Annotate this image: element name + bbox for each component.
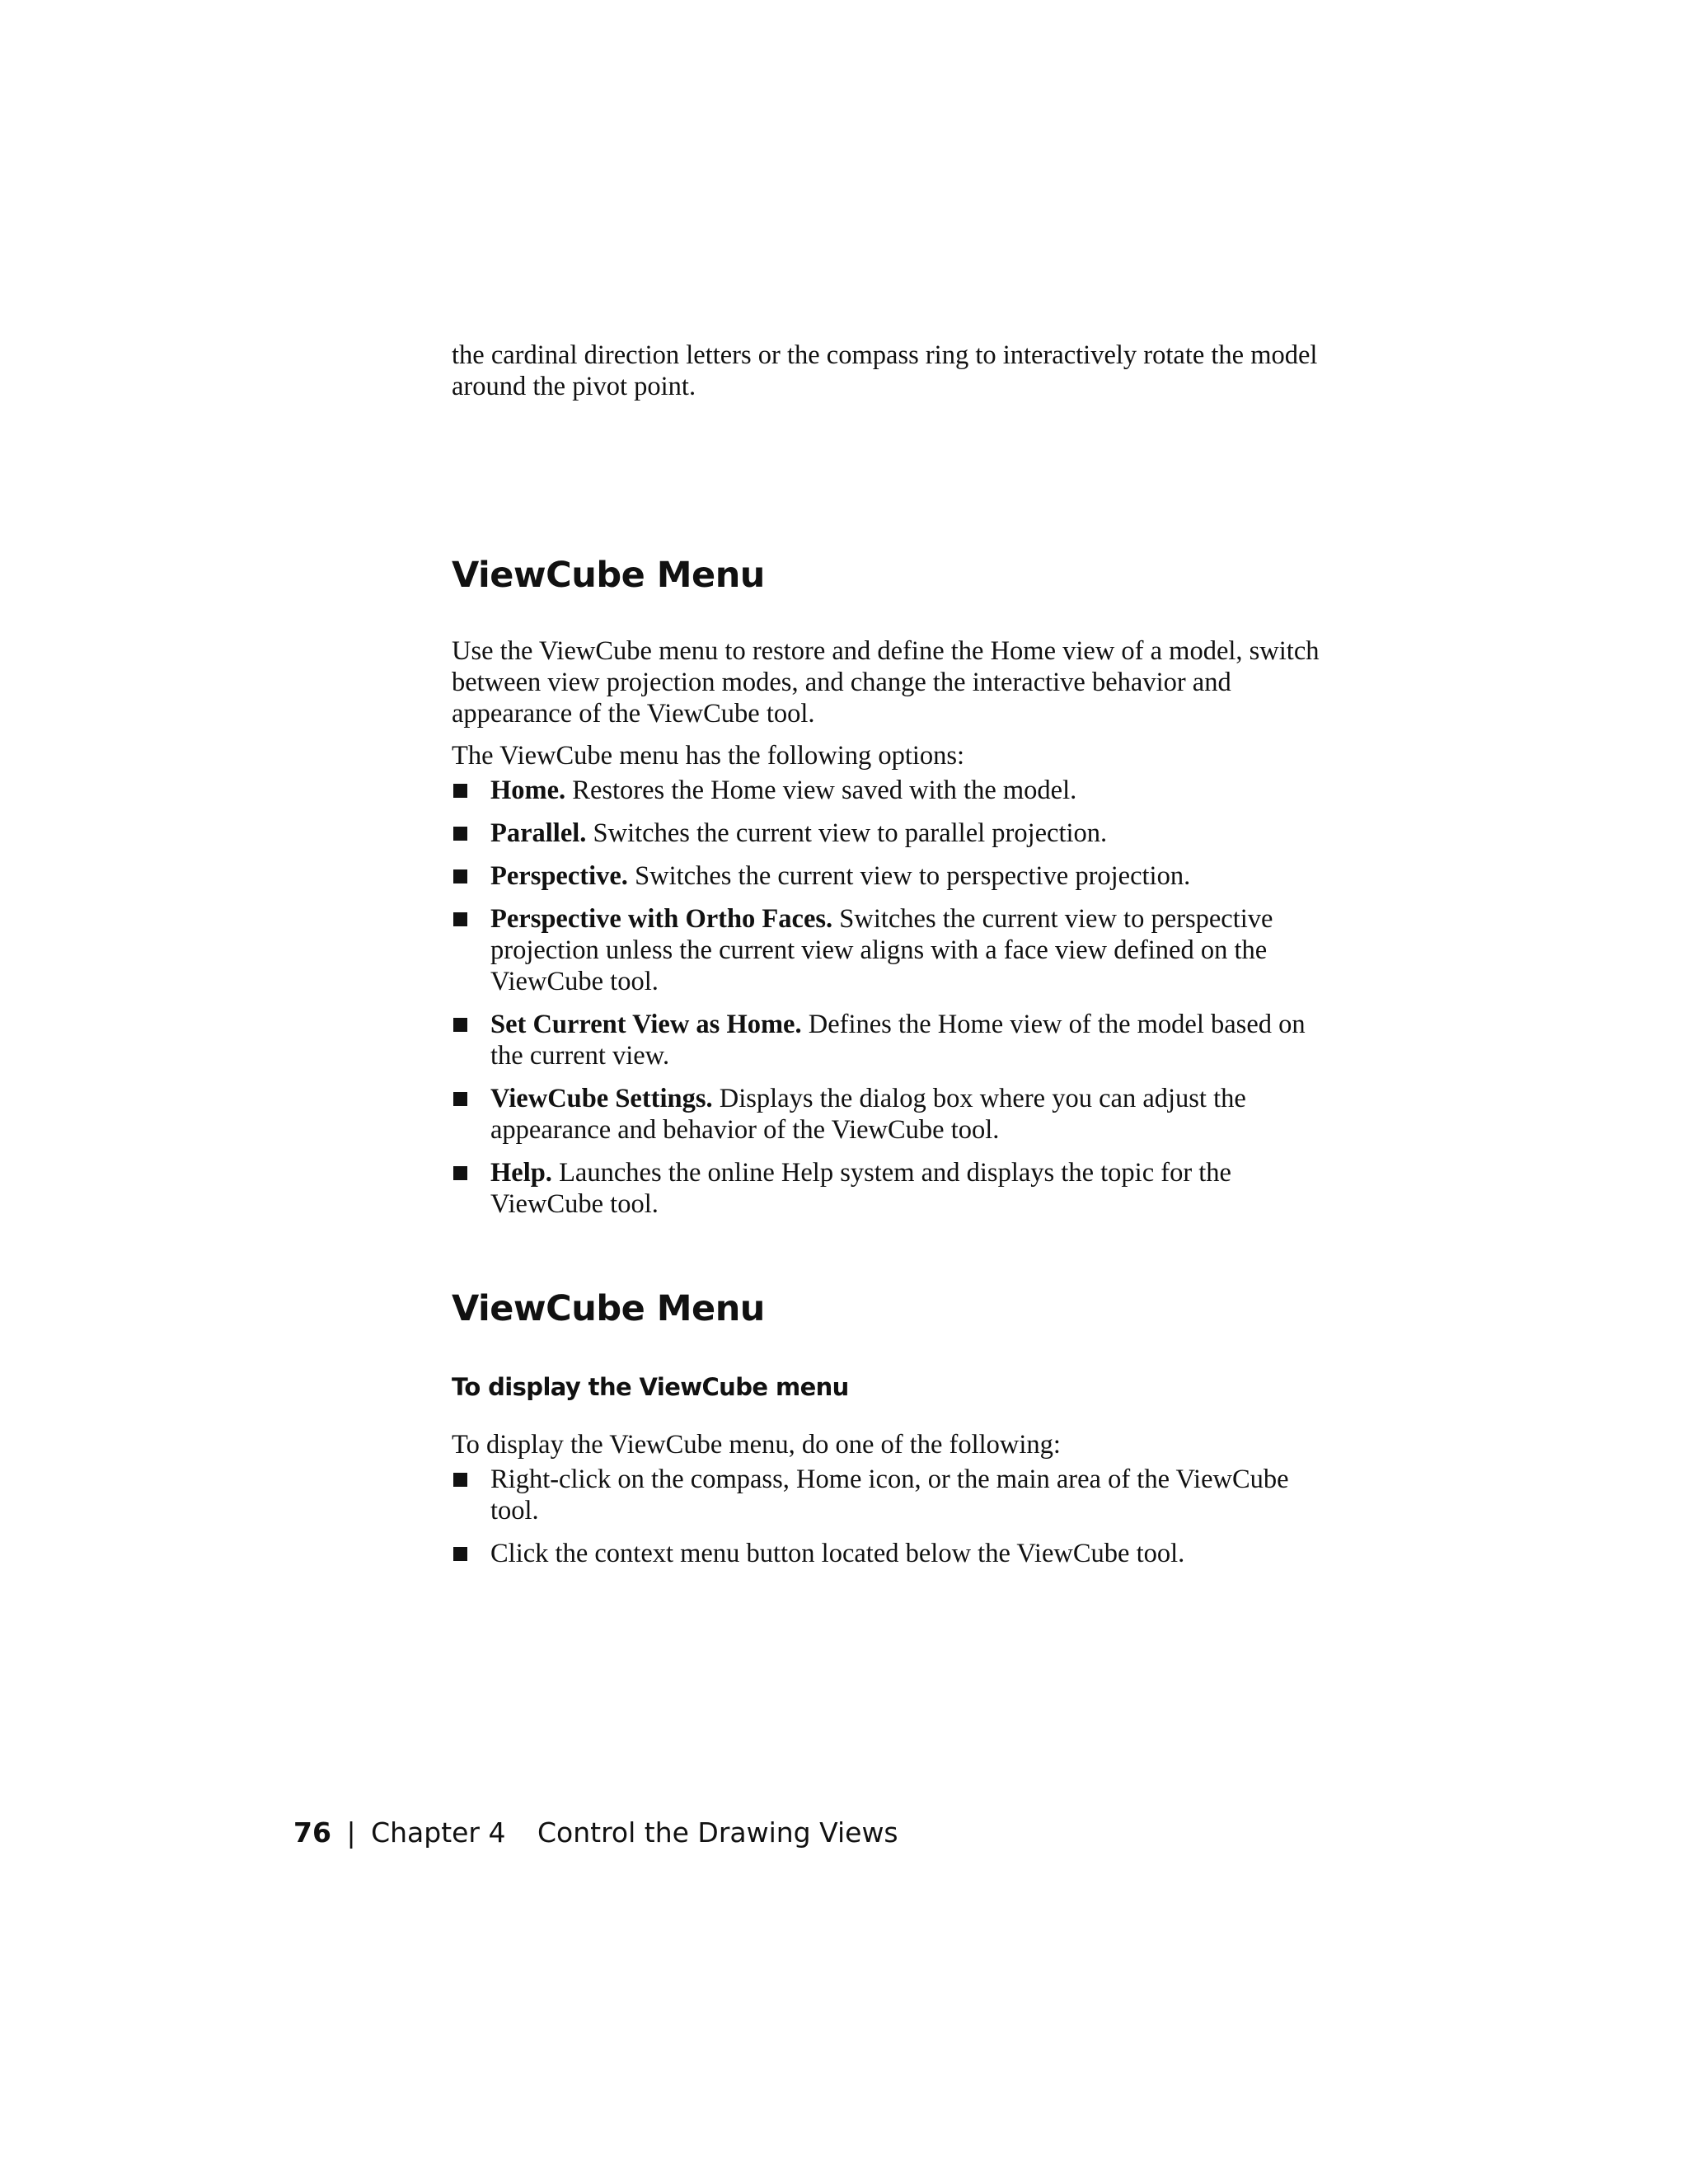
option-description: Launches the online Help system and displays the topic for the ViewCube tool. [490, 1158, 1231, 1219]
method-text: Click the context menu button located below the ViewCube tool. [490, 1539, 1185, 1568]
option-term: Perspective with Ortho Faces. [490, 904, 833, 934]
list-item-context-button [452, 1538, 1334, 1569]
section1-paragraph: Use the ViewCube menu to restore and define the Home view of a model, switch between view projection modes, and change the interactive behavior and appearance of the ViewCube tool. [452, 636, 1320, 729]
option-description: Switches the current view to parallel projection. [586, 818, 1108, 848]
procedure-subheading: To display the ViewCube menu [452, 1373, 849, 1401]
bullet-square-icon [453, 1092, 467, 1106]
bullet-square-icon [453, 784, 467, 798]
chapter-label: Chapter 4 [371, 1816, 506, 1849]
bullet-square-icon [453, 1166, 467, 1180]
list-item-home [452, 775, 1334, 806]
option-description: Defines the Home view of the model based on the current view. [490, 1010, 1306, 1071]
method-text: Right-click on the compass, Home icon, or the main area of the ViewCube tool. [490, 1465, 1289, 1526]
bullet-square-icon [453, 869, 467, 883]
list-item-perspective [452, 860, 1334, 892]
list-item-settings [452, 1083, 1334, 1146]
option-term: Parallel. [490, 818, 587, 848]
list-item-parallel [452, 818, 1334, 849]
bullet-square-icon [453, 1018, 467, 1032]
section1-list-intro: The ViewCube menu has the following options: [452, 741, 965, 771]
chapter-title: Control the Drawing Views [537, 1816, 898, 1849]
intro-paragraph: the cardinal direction letters or the compass ring to interactively rotate the model around the pivot point. [452, 340, 1318, 401]
page-number: 76 [293, 1816, 331, 1849]
option-description: Switches the current view to perspective projection unless the current view aligns with a face view defined on the ViewCube tool. [490, 904, 1273, 996]
section2-list-block [452, 1429, 1334, 1581]
option-description: Displays the dialog box where you can adjust the appearance and behavior of the ViewCube tool. [490, 1084, 1246, 1145]
bullet-square-icon [453, 1547, 467, 1561]
option-term: Help. [490, 1158, 552, 1188]
display-methods-list [452, 1464, 1334, 1569]
section2-list-intro: To display the ViewCube menu, do one of the following: [452, 1430, 1061, 1460]
section-heading-viewcube-menu: ViewCube Menu [452, 555, 765, 596]
list-item-perspective-ortho [452, 903, 1334, 997]
bullet-square-icon [453, 912, 467, 926]
bullet-square-icon [453, 1473, 467, 1487]
viewcube-options-list [452, 775, 1334, 1220]
page-footer [293, 1816, 898, 1849]
option-term: Set Current View as Home. [490, 1010, 802, 1039]
option-term: ViewCube Settings. [490, 1084, 713, 1113]
intro-block [452, 340, 1334, 402]
list-item-help [452, 1157, 1334, 1220]
option-description: Restores the Home view saved with the model. [565, 776, 1077, 805]
option-description: Switches the current view to perspective projection. [627, 861, 1191, 891]
bullet-square-icon [453, 827, 467, 841]
section1-list-block [452, 740, 1334, 1231]
option-term: Home. [490, 776, 566, 805]
section-heading-viewcube-menu-2: ViewCube Menu [452, 1288, 765, 1329]
list-item-right-click [452, 1464, 1334, 1526]
option-term: Perspective. [490, 861, 628, 891]
section1-body [452, 635, 1334, 729]
list-item-set-home [452, 1009, 1334, 1071]
footer-separator: | [346, 1816, 356, 1849]
